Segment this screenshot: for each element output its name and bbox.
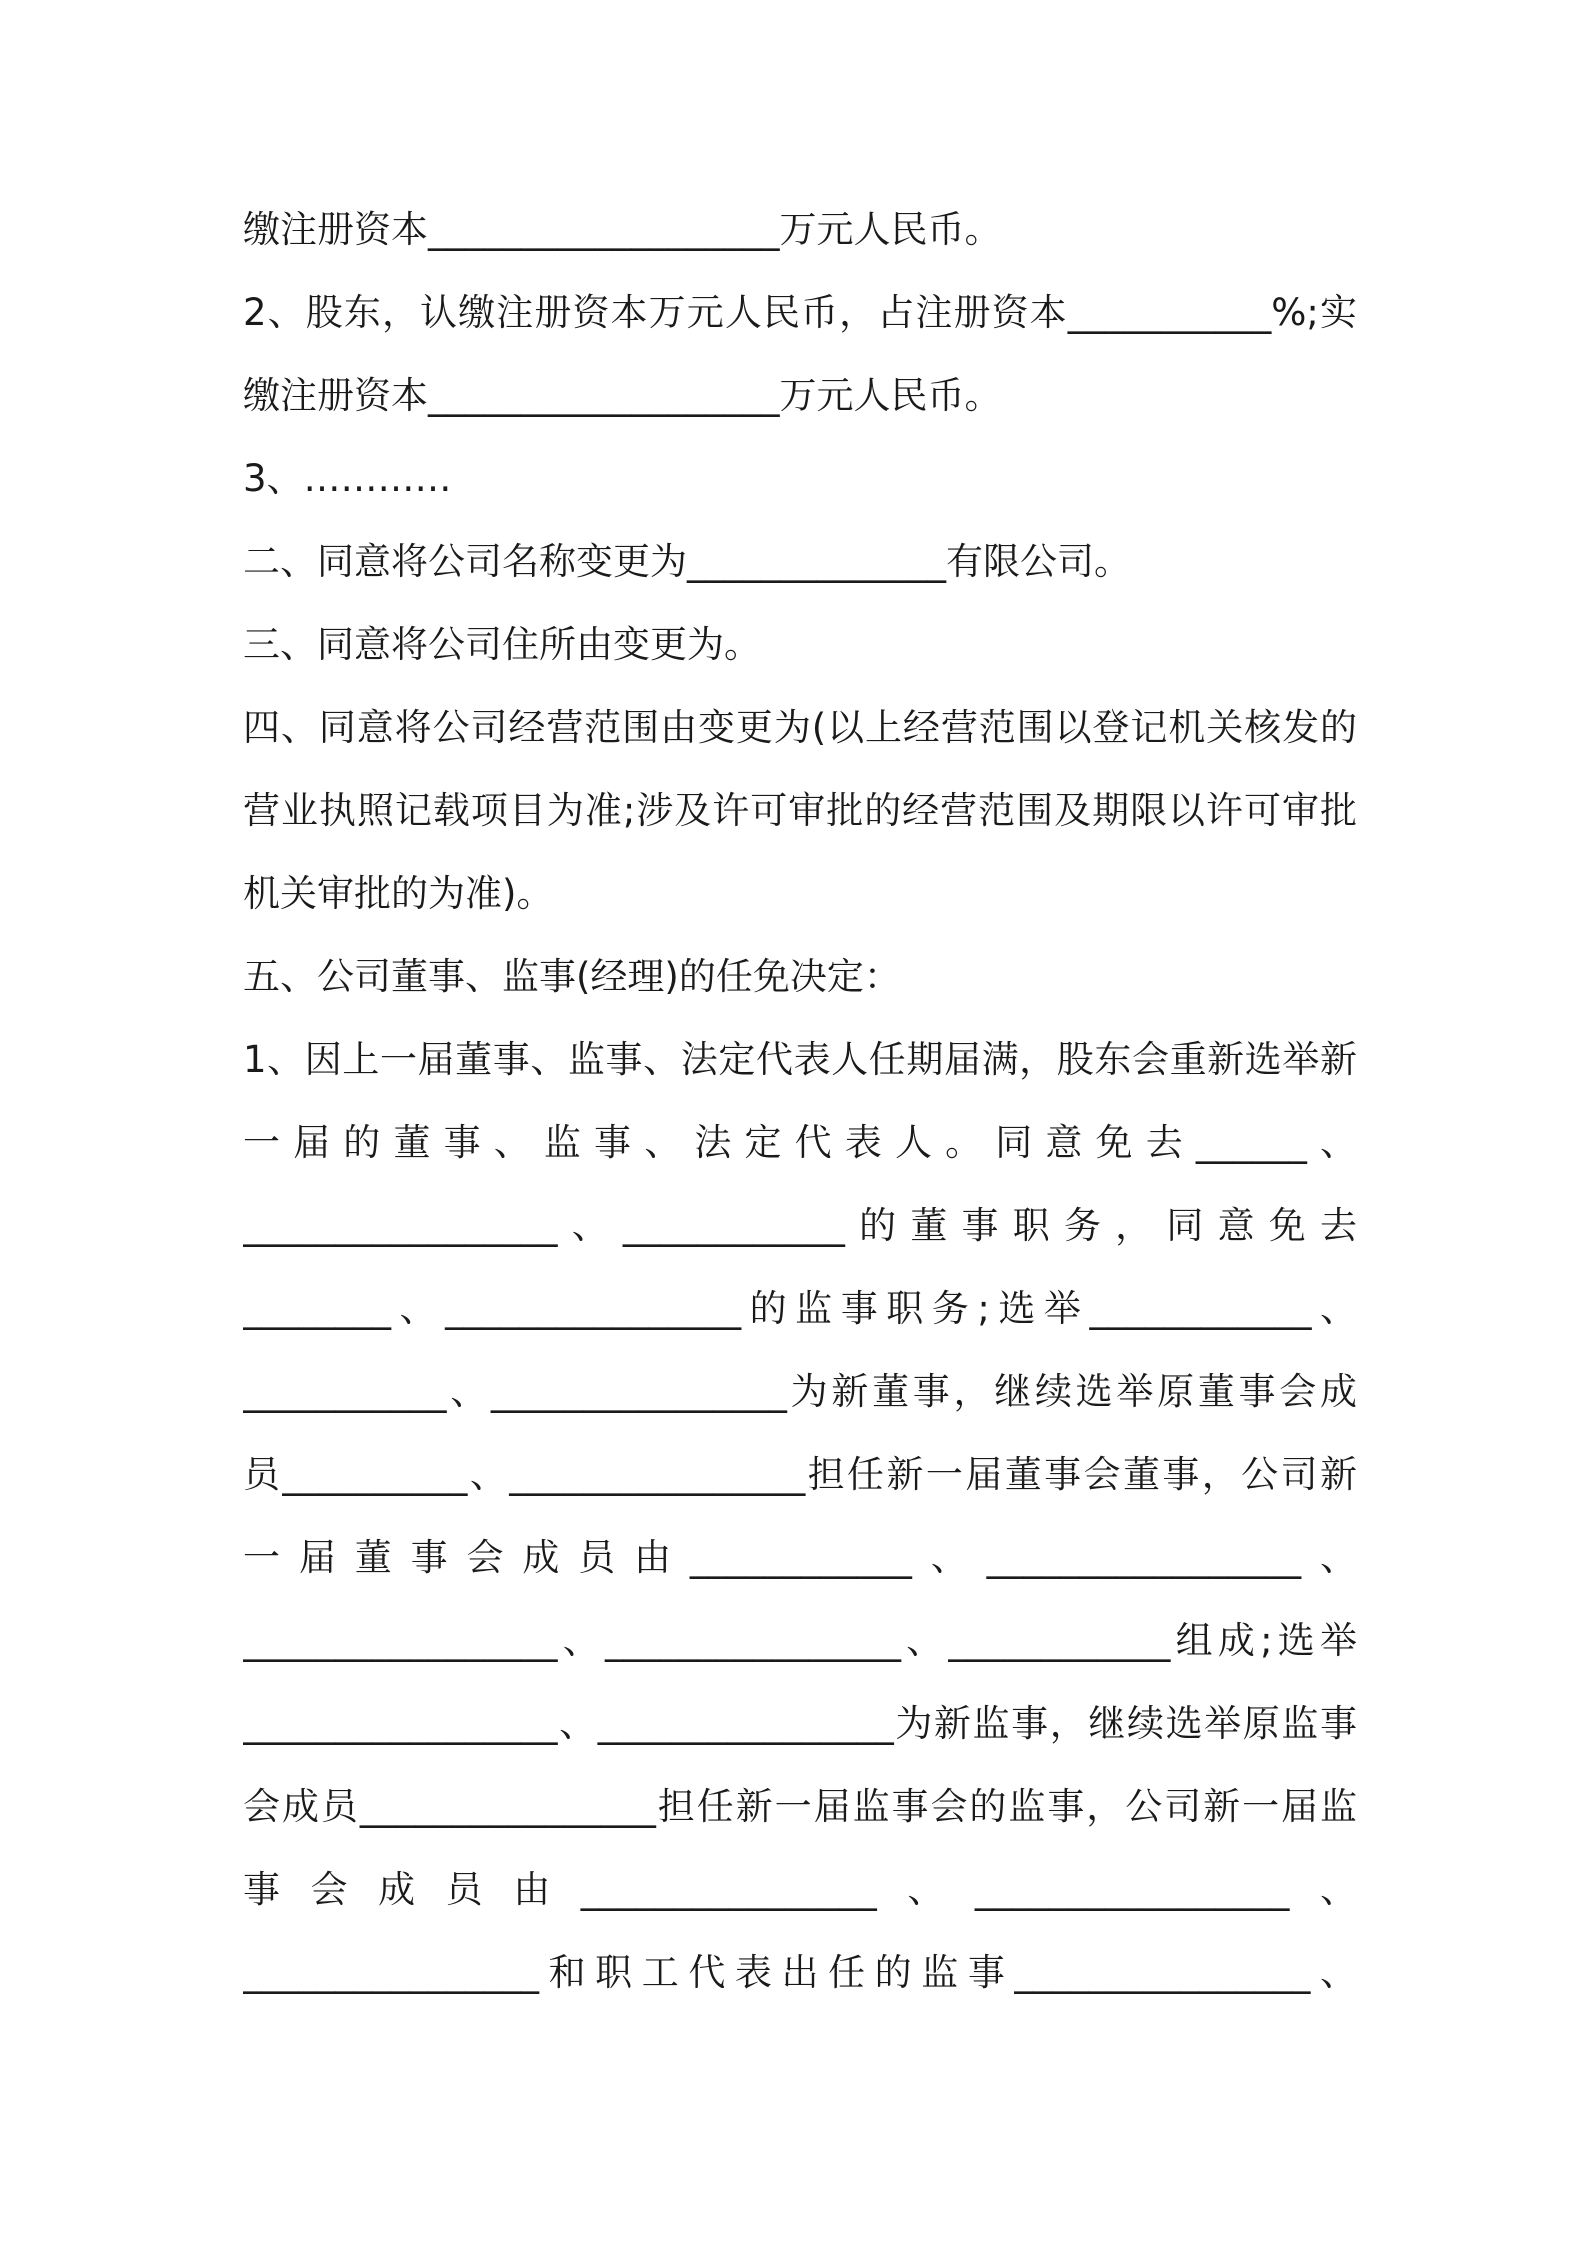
text-line-17: 一届董事会成员由____________、_________________、: [243, 1536, 1357, 1579]
text-line-2: 2、股东，认缴注册资本万元人民币，占注册资本___________%;实: [243, 291, 1357, 334]
text-line-18: _________________、________________、____________组成;选举: [243, 1619, 1357, 1662]
text-line-8: 营业执照记载项目为准;涉及许可审批的经营范围及期限以许可审批: [243, 789, 1357, 832]
text-line-16: 员__________、________________担任新一届董事会董事，公司新: [243, 1453, 1357, 1496]
text-line-12: 一届的董事、监事、法定代表人。同意免去______、: [243, 1121, 1357, 1164]
text-line-9: 机关审批的为准)。: [243, 872, 554, 915]
text-line-19: _________________、________________为新监事，继续选举原监事: [243, 1702, 1357, 1745]
text-line-1: 缴注册资本___________________万元人民币。: [243, 208, 1002, 251]
text-line-20: 会成员________________担任新一届监事会的监事，公司新一届监: [243, 1785, 1357, 1828]
text-line-6: 三、同意将公司住所由变更为。: [243, 623, 761, 666]
text-line-14: ________、________________的监事职务;选举____________、: [243, 1287, 1357, 1330]
text-line-15: ___________、________________为新董事，继续选举原董事会成: [243, 1370, 1357, 1413]
text-line-10: 五、公司董事、监事(经理)的任免决定：: [243, 955, 901, 998]
text-line-3: 缴注册资本___________________万元人民币。: [243, 374, 1002, 417]
text-line-22: ________________和职工代表出任的监事________________、: [243, 1951, 1357, 1994]
text-line-21: 事会成员由________________、_________________、: [243, 1868, 1357, 1911]
text-line-7: 四、同意将公司经营范围由变更为(以上经营范围以登记机关核发的: [243, 706, 1357, 749]
text-line-11: 1、因上一届董事、监事、法定代表人任期届满，股东会重新选举新: [243, 1038, 1357, 1081]
text-line-13: _________________、____________的董事职务，同意免去: [243, 1204, 1357, 1247]
text-line-5: 二、同意将公司名称变更为______________有限公司。: [243, 540, 1131, 583]
text-line-4: 3、…………: [243, 457, 452, 500]
